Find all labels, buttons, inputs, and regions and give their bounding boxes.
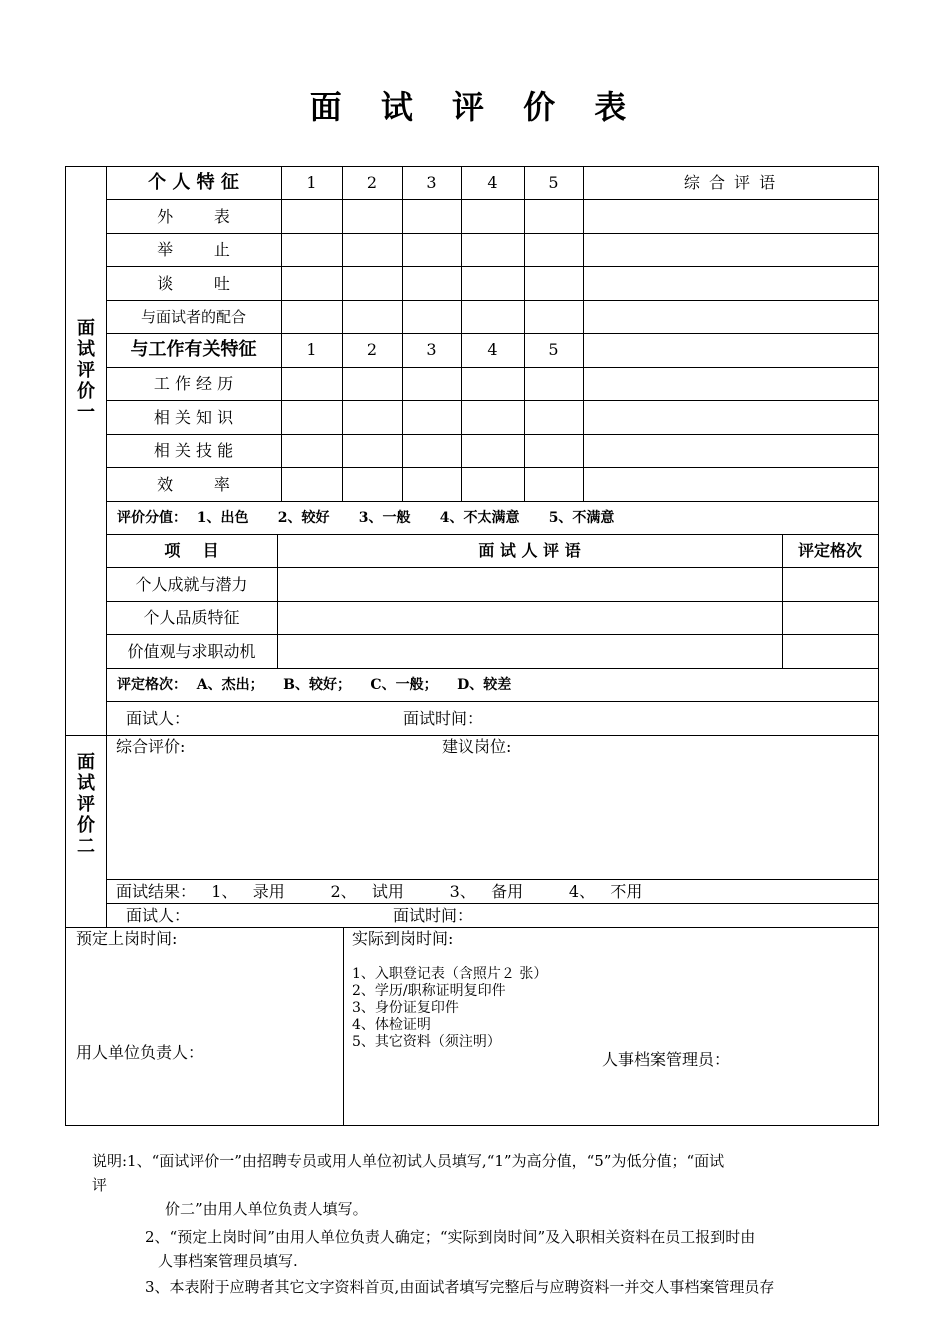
note-line: 说明:1、“面试评价一”由招聘专员或用人单位初试人员填写,“1”为高分值，“5”为低分值；“面试 — [92, 1152, 725, 1170]
score-header: 3 — [426, 340, 437, 359]
row-label: 外 表 — [157, 207, 230, 226]
score-header: 1 — [306, 173, 317, 192]
interviewer-comment-header: 面 试 人 评 语 — [478, 541, 581, 560]
section1-label: 面试评价一 — [77, 318, 95, 423]
row-label: 举 止 — [157, 240, 230, 259]
table-border-right — [878, 166, 879, 1126]
score-header: 5 — [548, 340, 559, 359]
row-label: 效 率 — [157, 475, 230, 494]
row-label: 相 关 知 识 — [153, 408, 234, 427]
score-header: 4 — [487, 173, 498, 192]
s2-interviewer-label: 面试人： — [126, 906, 191, 925]
document-item: 4、体检证明 — [352, 1017, 431, 1033]
s2-time-label: 面试时间： — [393, 906, 474, 925]
documents-list — [352, 966, 547, 1051]
section2-label: 面试评价二 — [77, 752, 95, 857]
score-header: 2 — [366, 173, 378, 192]
grade-legend: 评定格次： A、杰出； B、较好； C、一般； D、较差 — [117, 677, 512, 693]
document-item: 2、学历/职称证明复印件 — [352, 983, 506, 999]
note-line: 评 — [92, 1176, 108, 1194]
item-row-label: 个人品质特征 — [143, 608, 240, 627]
table-border-top — [65, 166, 879, 167]
row-label: 相 关 技 能 — [153, 441, 234, 460]
interview-result: 面试结果： 1、 录用 2、 试用 3、 备用 4、 不用 — [116, 882, 643, 901]
document-item: 5、其它资料（须注明） — [352, 1034, 501, 1050]
page-title: 面 试 评 价 表 — [309, 88, 641, 126]
row-label: 与面试者的配合 — [140, 308, 246, 326]
suggested-post-label: 建议岗位: — [442, 737, 512, 756]
work-header: 与工作有关特征 — [130, 339, 257, 360]
note-line: 3、本表附于应聘者其它文字资料首页,由面试者填写完整后与应聘资料一并交人事档案管理员存 — [145, 1278, 775, 1296]
item-row-label: 价值观与求职动机 — [127, 642, 256, 661]
document-item: 1、入职登记表（含照片２ 张） — [352, 966, 548, 982]
score-header: 1 — [306, 340, 317, 359]
note-line: 人事档案管理员填写. — [158, 1252, 298, 1270]
actual-date-label: 实际到岗时间: — [352, 929, 454, 948]
row-label: 谈 吐 — [157, 274, 230, 293]
note-line: 2、“预定上岗时间”由用人单位负责人确定；“实际到岗时间”及入职相关资料在员工报到时由 — [145, 1228, 756, 1246]
score-header: 3 — [426, 173, 437, 192]
note-line: 价二”由用人单位负责人填写。 — [165, 1200, 368, 1218]
s1-interviewer-label: 面试人： — [126, 709, 191, 728]
table-border-bottom — [65, 1125, 879, 1126]
table-border-left — [65, 166, 66, 1126]
hr-admin-label: 人事档案管理员： — [602, 1050, 731, 1069]
row-label: 工 作 经 历 — [153, 374, 234, 393]
s1-time-label: 面试时间： — [403, 709, 484, 728]
overall-eval-label: 综合评价: — [116, 737, 186, 756]
grade-header: 评定格次 — [797, 541, 862, 560]
item-row-label: 个人成就与潜力 — [135, 575, 248, 594]
score-header: 2 — [366, 340, 378, 359]
personal-header: 个 人 特 征 — [148, 172, 239, 193]
document-item: 3、身份证复印件 — [352, 1000, 459, 1016]
unit-head-label: 用人单位负责人： — [76, 1043, 205, 1062]
score-header: 5 — [548, 173, 559, 192]
score-header: 4 — [487, 340, 498, 359]
item-header: 项 目 — [164, 541, 219, 560]
comment-header: 综 合 评 语 — [683, 173, 778, 192]
planned-date-label: 预定上岗时间: — [76, 929, 178, 948]
score-legend: 评价分值： 1、出色 2、较好 3、一般 4、不太满意 5、不满意 — [117, 510, 615, 526]
